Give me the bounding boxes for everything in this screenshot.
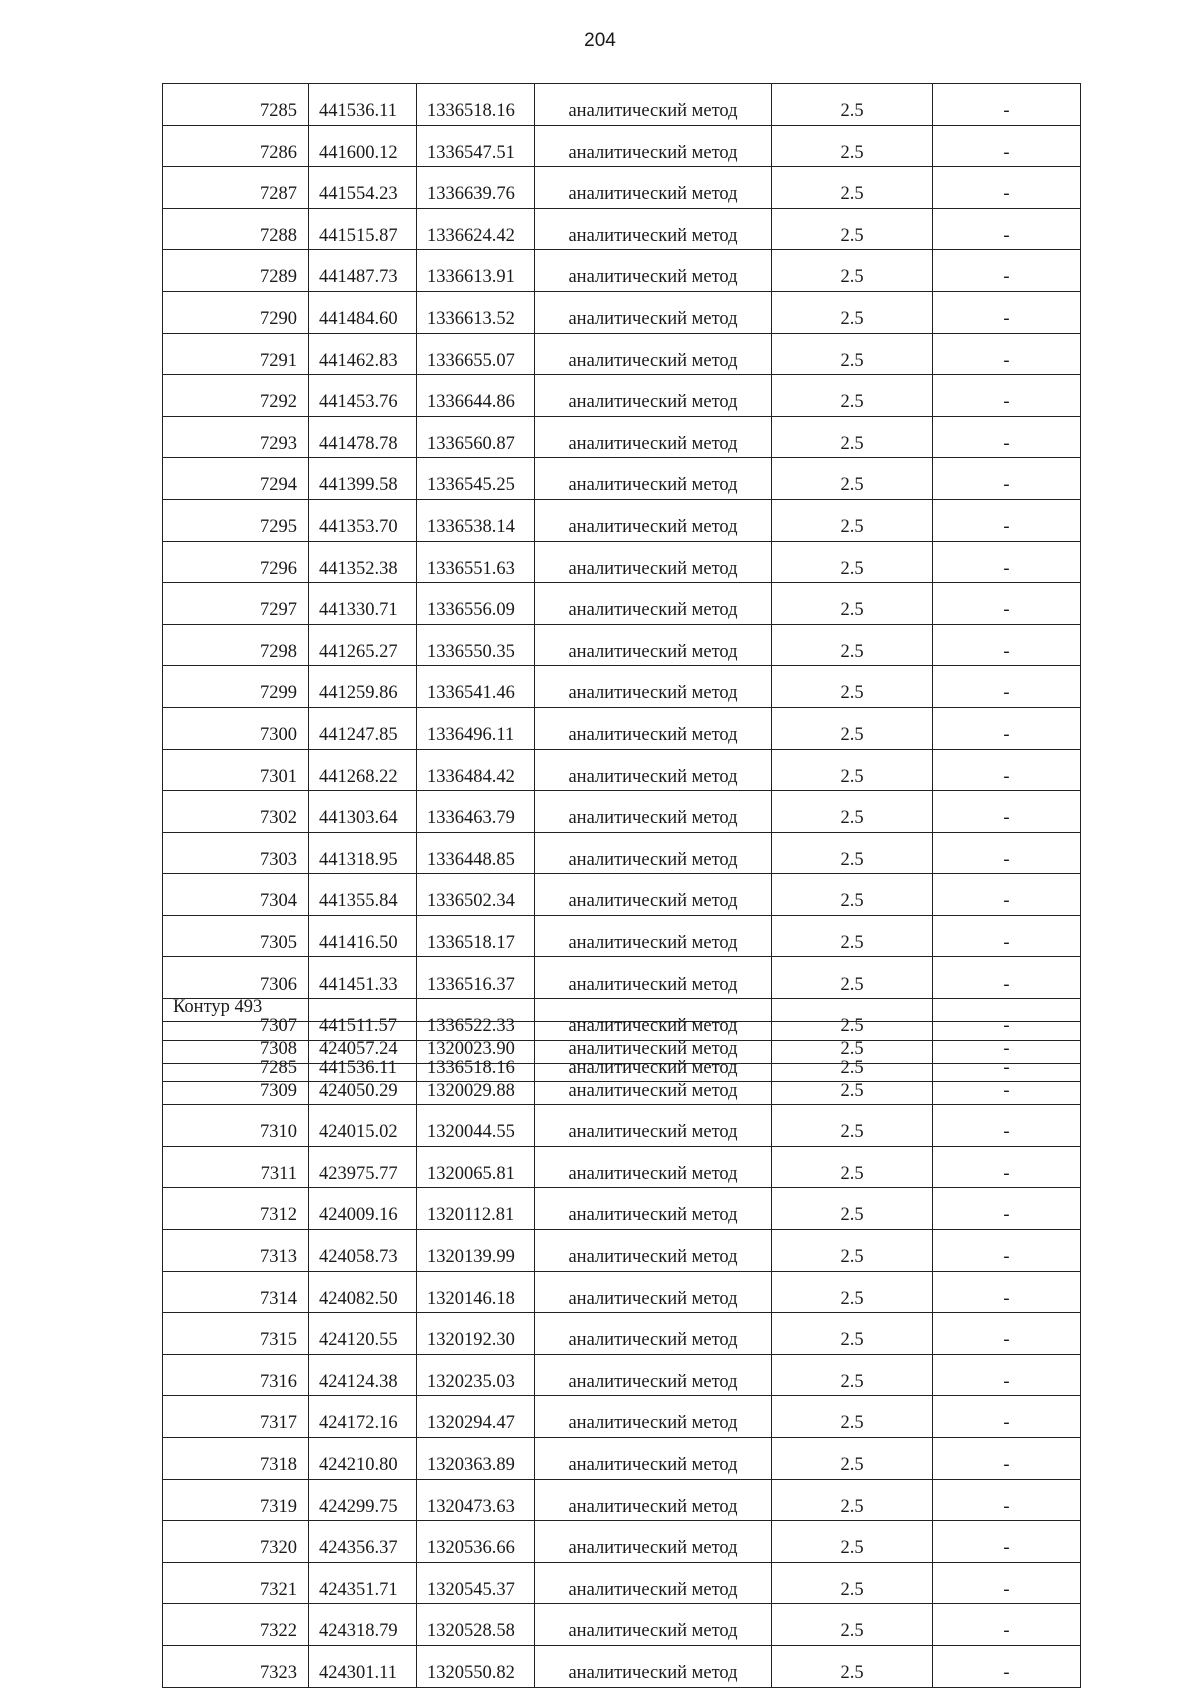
accuracy-cell: 2.5	[772, 666, 933, 708]
accuracy-cell: 2.5	[772, 707, 933, 749]
method-cell: аналитический метод	[535, 1040, 772, 1082]
accuracy-cell: 2.5	[772, 333, 933, 375]
x-coordinate-cell: 424120.55	[309, 1313, 417, 1355]
table-row	[163, 125, 1081, 167]
x-coordinate-cell: 441330.71	[309, 583, 417, 625]
table-row	[163, 1146, 1081, 1188]
table-row	[163, 791, 1081, 833]
y-coordinate-cell: 1320294.47	[417, 1396, 535, 1438]
x-coordinate-cell: 441484.60	[309, 291, 417, 333]
x-coordinate-cell: 441478.78	[309, 416, 417, 458]
point-number-cell: 7294	[163, 458, 309, 500]
table-row	[163, 1063, 1081, 1105]
method-cell: аналитический метод	[535, 915, 772, 957]
point-number-cell: 7286	[163, 125, 309, 167]
table-row	[163, 749, 1081, 791]
point-number-cell: 7292	[163, 375, 309, 417]
method-cell: аналитический метод	[535, 1229, 772, 1271]
note-cell: -	[933, 874, 1081, 916]
method-cell: аналитический метод	[535, 1562, 772, 1604]
method-cell: аналитический метод	[535, 1396, 772, 1438]
table-row	[163, 1313, 1081, 1355]
point-number-cell: 7316	[163, 1354, 309, 1396]
y-coordinate-cell: 1320363.89	[417, 1437, 535, 1479]
method-cell: аналитический метод	[535, 1604, 772, 1646]
x-coordinate-cell: 441268.22	[309, 749, 417, 791]
point-number-cell: 7305	[163, 915, 309, 957]
point-number-cell: 7322	[163, 1604, 309, 1646]
accuracy-cell: 2.5	[772, 1271, 933, 1313]
point-number-cell: 7323	[163, 1645, 309, 1687]
method-cell: аналитический метод	[535, 791, 772, 833]
method-cell: аналитический метод	[535, 749, 772, 791]
note-cell: -	[933, 1040, 1081, 1082]
x-coordinate-cell: 441318.95	[309, 832, 417, 874]
method-cell: аналитический метод	[535, 1105, 772, 1147]
x-coordinate-cell: 441451.33	[309, 957, 417, 999]
table-row	[163, 1479, 1081, 1521]
note-cell: -	[933, 624, 1081, 666]
point-number-cell: 7300	[163, 707, 309, 749]
accuracy-cell: 2.5	[772, 1188, 933, 1230]
accuracy-cell: 2.5	[772, 1396, 933, 1438]
method-cell: аналитический метод	[535, 208, 772, 250]
y-coordinate-cell: 1320139.99	[417, 1229, 535, 1271]
point-number-cell: 7321	[163, 1562, 309, 1604]
note-cell: -	[933, 707, 1081, 749]
table-row	[163, 458, 1081, 500]
note-cell: -	[933, 749, 1081, 791]
point-number-cell: 7301	[163, 749, 309, 791]
note-cell: -	[933, 1146, 1081, 1188]
note-cell: -	[933, 791, 1081, 833]
point-number-cell: 7317	[163, 1396, 309, 1438]
note-cell: -	[933, 1271, 1081, 1313]
x-coordinate-cell: 441487.73	[309, 250, 417, 292]
accuracy-cell: 2.5	[772, 541, 933, 583]
table-row	[163, 167, 1081, 209]
x-coordinate-cell: 441265.27	[309, 624, 417, 666]
x-coordinate-cell: 424009.16	[309, 1188, 417, 1230]
y-coordinate-cell: 1336613.91	[417, 250, 535, 292]
y-coordinate-cell: 1320112.81	[417, 1188, 535, 1230]
x-coordinate-cell: 441355.84	[309, 874, 417, 916]
table-row	[163, 208, 1081, 250]
point-number-cell: 7295	[163, 499, 309, 541]
x-coordinate-cell: 424015.02	[309, 1105, 417, 1147]
y-coordinate-cell: 1320550.82	[417, 1645, 535, 1687]
method-cell: аналитический метод	[535, 1063, 772, 1105]
accuracy-cell: 2.5	[772, 1022, 933, 1064]
table-row	[163, 832, 1081, 874]
table-row	[163, 250, 1081, 292]
point-number-cell: 7312	[163, 1188, 309, 1230]
coordinates-table-2	[162, 1021, 1081, 1688]
note-cell: -	[933, 1188, 1081, 1230]
y-coordinate-cell: 1320044.55	[417, 1105, 535, 1147]
point-number-cell: 7299	[163, 666, 309, 708]
y-coordinate-cell: 1336518.16	[417, 84, 535, 126]
accuracy-cell: 2.5	[772, 291, 933, 333]
x-coordinate-cell: 424299.75	[309, 1479, 417, 1521]
x-coordinate-cell: 441416.50	[309, 915, 417, 957]
method-cell: аналитический метод	[535, 1146, 772, 1188]
point-number-cell: 7287	[163, 167, 309, 209]
x-coordinate-cell: 424210.80	[309, 1437, 417, 1479]
point-number-cell: 7302	[163, 791, 309, 833]
note-cell: -	[933, 541, 1081, 583]
note-cell: -	[933, 1562, 1081, 1604]
y-coordinate-cell: 1336502.34	[417, 874, 535, 916]
y-coordinate-cell: 1336655.07	[417, 333, 535, 375]
x-coordinate-cell: 424351.71	[309, 1562, 417, 1604]
y-coordinate-cell: 1336613.52	[417, 291, 535, 333]
accuracy-cell: 2.5	[772, 167, 933, 209]
y-coordinate-cell: 1320536.66	[417, 1521, 535, 1563]
table-row	[163, 333, 1081, 375]
table-row	[163, 915, 1081, 957]
point-number-cell: 7298	[163, 624, 309, 666]
x-coordinate-cell: 441536.11	[309, 1040, 417, 1082]
y-coordinate-cell: 1320528.58	[417, 1604, 535, 1646]
y-coordinate-cell: 1336560.87	[417, 416, 535, 458]
method-cell: аналитический метод	[535, 957, 772, 999]
x-coordinate-cell: 441303.64	[309, 791, 417, 833]
point-number-cell: 7293	[163, 416, 309, 458]
accuracy-cell: 2.5	[772, 874, 933, 916]
point-number-cell: 7315	[163, 1313, 309, 1355]
y-coordinate-cell: 1336538.14	[417, 499, 535, 541]
point-number-cell: 7310	[163, 1105, 309, 1147]
method-cell: аналитический метод	[535, 416, 772, 458]
point-number-cell: 7304	[163, 874, 309, 916]
note-cell: -	[933, 1521, 1081, 1563]
note-cell: -	[933, 1105, 1081, 1147]
note-cell: -	[933, 375, 1081, 417]
y-coordinate-cell: 1336518.16	[417, 1040, 535, 1082]
coordinates-table-1	[162, 83, 1081, 1082]
table-row	[163, 874, 1081, 916]
y-coordinate-cell: 1336644.86	[417, 375, 535, 417]
y-coordinate-cell: 1320023.90	[417, 1022, 535, 1064]
page-number: 204	[584, 30, 616, 51]
note-cell: -	[933, 1022, 1081, 1064]
point-number-cell: 7306	[163, 957, 309, 999]
table-row	[163, 1437, 1081, 1479]
table-row	[163, 707, 1081, 749]
accuracy-cell: 2.5	[772, 125, 933, 167]
point-number-cell: 7289	[163, 250, 309, 292]
note-cell: -	[933, 1229, 1081, 1271]
x-coordinate-cell: 424301.11	[309, 1645, 417, 1687]
accuracy-cell: 2.5	[772, 749, 933, 791]
y-coordinate-cell: 1336550.35	[417, 624, 535, 666]
point-number-cell: 7297	[163, 583, 309, 625]
table-row	[163, 666, 1081, 708]
point-number-cell: 7320	[163, 1521, 309, 1563]
y-coordinate-cell: 1336516.37	[417, 957, 535, 999]
point-number-cell: 7309	[163, 1063, 309, 1105]
table-row	[163, 291, 1081, 333]
y-coordinate-cell: 1336484.42	[417, 749, 535, 791]
y-coordinate-cell: 1336448.85	[417, 832, 535, 874]
method-cell: аналитический метод	[535, 375, 772, 417]
method-cell: аналитический метод	[535, 583, 772, 625]
y-coordinate-cell: 1320065.81	[417, 1146, 535, 1188]
x-coordinate-cell: 441511.57	[309, 999, 417, 1041]
x-coordinate-cell: 441536.11	[309, 84, 417, 126]
note-cell: -	[933, 1063, 1081, 1105]
method-cell: аналитический метод	[535, 125, 772, 167]
note-cell: -	[933, 666, 1081, 708]
note-cell: -	[933, 957, 1081, 999]
x-coordinate-cell: 441554.23	[309, 167, 417, 209]
note-cell: -	[933, 125, 1081, 167]
note-cell: -	[933, 167, 1081, 209]
note-cell: -	[933, 84, 1081, 126]
y-coordinate-cell: 1336541.46	[417, 666, 535, 708]
contour-label: Контур 493	[173, 997, 263, 1017]
method-cell: аналитический метод	[535, 167, 772, 209]
method-cell: аналитический метод	[535, 458, 772, 500]
point-number-cell: 7285	[163, 84, 309, 126]
point-number-cell: 7318	[163, 1437, 309, 1479]
x-coordinate-cell: 424050.29	[309, 1063, 417, 1105]
table-row	[163, 1354, 1081, 1396]
note-cell: -	[933, 458, 1081, 500]
x-coordinate-cell: 441600.12	[309, 125, 417, 167]
point-number-cell: 7311	[163, 1146, 309, 1188]
x-coordinate-cell: 424057.24	[309, 1022, 417, 1064]
note-cell: -	[933, 832, 1081, 874]
method-cell: аналитический метод	[535, 999, 772, 1041]
table-row	[163, 1271, 1081, 1313]
table-row	[163, 1562, 1081, 1604]
method-cell: аналитический метод	[535, 250, 772, 292]
coordinates-table-1-body	[163, 84, 1081, 1082]
note-cell: -	[933, 915, 1081, 957]
note-cell: -	[933, 1479, 1081, 1521]
method-cell: аналитический метод	[535, 1313, 772, 1355]
accuracy-cell: 2.5	[772, 791, 933, 833]
coordinates-table-2-body	[163, 1022, 1081, 1688]
method-cell: аналитический метод	[535, 1022, 772, 1064]
note-cell: -	[933, 583, 1081, 625]
point-number-cell: 7308	[163, 1022, 309, 1064]
table-row	[163, 84, 1081, 126]
method-cell: аналитический метод	[535, 1521, 772, 1563]
method-cell: аналитический метод	[535, 707, 772, 749]
method-cell: аналитический метод	[535, 541, 772, 583]
point-number-cell: 7303	[163, 832, 309, 874]
x-coordinate-cell: 424124.38	[309, 1354, 417, 1396]
x-coordinate-cell: 424172.16	[309, 1396, 417, 1438]
table-row	[163, 957, 1081, 999]
accuracy-cell: 2.5	[772, 416, 933, 458]
accuracy-cell: 2.5	[772, 1354, 933, 1396]
accuracy-cell: 2.5	[772, 84, 933, 126]
point-number-cell: 7296	[163, 541, 309, 583]
accuracy-cell: 2.5	[772, 1437, 933, 1479]
accuracy-cell: 2.5	[772, 458, 933, 500]
y-coordinate-cell: 1336522.33	[417, 999, 535, 1041]
table-row	[163, 1645, 1081, 1687]
x-coordinate-cell: 423975.77	[309, 1146, 417, 1188]
note-cell: -	[933, 499, 1081, 541]
accuracy-cell: 2.5	[772, 583, 933, 625]
accuracy-cell: 2.5	[772, 375, 933, 417]
note-cell: -	[933, 1437, 1081, 1479]
x-coordinate-cell: 441353.70	[309, 499, 417, 541]
note-cell: -	[933, 333, 1081, 375]
y-coordinate-cell: 1336639.76	[417, 167, 535, 209]
point-number-cell: 7314	[163, 1271, 309, 1313]
method-cell: аналитический метод	[535, 333, 772, 375]
point-number-cell: 7291	[163, 333, 309, 375]
accuracy-cell: 2.5	[772, 1562, 933, 1604]
y-coordinate-cell: 1320473.63	[417, 1479, 535, 1521]
accuracy-cell: 2.5	[772, 999, 933, 1041]
x-coordinate-cell: 424082.50	[309, 1271, 417, 1313]
accuracy-cell: 2.5	[772, 1063, 933, 1105]
x-coordinate-cell: 441259.86	[309, 666, 417, 708]
x-coordinate-cell: 441352.38	[309, 541, 417, 583]
note-cell: -	[933, 416, 1081, 458]
y-coordinate-cell: 1336547.51	[417, 125, 535, 167]
y-coordinate-cell: 1336551.63	[417, 541, 535, 583]
method-cell: аналитический метод	[535, 666, 772, 708]
table-row	[163, 416, 1081, 458]
note-cell: -	[933, 1354, 1081, 1396]
accuracy-cell: 2.5	[772, 1146, 933, 1188]
y-coordinate-cell: 1320545.37	[417, 1562, 535, 1604]
accuracy-cell: 2.5	[772, 1604, 933, 1646]
table-row	[163, 375, 1081, 417]
accuracy-cell: 2.5	[772, 1313, 933, 1355]
table-row	[163, 624, 1081, 666]
method-cell: аналитический метод	[535, 1271, 772, 1313]
point-number-cell: 7319	[163, 1479, 309, 1521]
point-number-cell: 7307	[163, 999, 309, 1041]
y-coordinate-cell: 1320029.88	[417, 1063, 535, 1105]
accuracy-cell: 2.5	[772, 832, 933, 874]
accuracy-cell: 2.5	[772, 499, 933, 541]
table-row	[163, 1604, 1081, 1646]
x-coordinate-cell: 441515.87	[309, 208, 417, 250]
accuracy-cell: 2.5	[772, 1645, 933, 1687]
table-row	[163, 541, 1081, 583]
accuracy-cell: 2.5	[772, 915, 933, 957]
x-coordinate-cell: 424318.79	[309, 1604, 417, 1646]
y-coordinate-cell: 1336518.17	[417, 915, 535, 957]
method-cell: аналитический метод	[535, 1354, 772, 1396]
y-coordinate-cell: 1336545.25	[417, 458, 535, 500]
x-coordinate-cell: 424058.73	[309, 1229, 417, 1271]
table-row	[163, 1105, 1081, 1147]
accuracy-cell: 2.5	[772, 624, 933, 666]
y-coordinate-cell: 1336496.11	[417, 707, 535, 749]
accuracy-cell: 2.5	[772, 1521, 933, 1563]
method-cell: аналитический метод	[535, 1479, 772, 1521]
point-number-cell: 7288	[163, 208, 309, 250]
y-coordinate-cell: 1320146.18	[417, 1271, 535, 1313]
point-number-cell: 7313	[163, 1229, 309, 1271]
note-cell: -	[933, 208, 1081, 250]
x-coordinate-cell: 441462.83	[309, 333, 417, 375]
accuracy-cell: 2.5	[772, 1105, 933, 1147]
accuracy-cell: 2.5	[772, 208, 933, 250]
method-cell: аналитический метод	[535, 84, 772, 126]
point-number-cell: 7285	[163, 1040, 309, 1082]
x-coordinate-cell: 424356.37	[309, 1521, 417, 1563]
method-cell: аналитический метод	[535, 291, 772, 333]
method-cell: аналитический метод	[535, 499, 772, 541]
y-coordinate-cell: 1336624.42	[417, 208, 535, 250]
x-coordinate-cell: 441453.76	[309, 375, 417, 417]
table-row	[163, 1022, 1081, 1064]
method-cell: аналитический метод	[535, 874, 772, 916]
table-row	[163, 583, 1081, 625]
note-cell: -	[933, 999, 1081, 1041]
note-cell: -	[933, 291, 1081, 333]
note-cell: -	[933, 1645, 1081, 1687]
table-row	[163, 499, 1081, 541]
note-cell: -	[933, 1313, 1081, 1355]
method-cell: аналитический метод	[535, 1645, 772, 1687]
note-cell: -	[933, 1396, 1081, 1438]
y-coordinate-cell: 1336556.09	[417, 583, 535, 625]
table-row	[163, 1229, 1081, 1271]
table-row	[163, 1396, 1081, 1438]
method-cell: аналитический метод	[535, 832, 772, 874]
accuracy-cell: 2.5	[772, 1479, 933, 1521]
x-coordinate-cell: 441399.58	[309, 458, 417, 500]
y-coordinate-cell: 1336463.79	[417, 791, 535, 833]
table-row	[163, 1521, 1081, 1563]
accuracy-cell: 2.5	[772, 1229, 933, 1271]
y-coordinate-cell: 1320235.03	[417, 1354, 535, 1396]
accuracy-cell: 2.5	[772, 1040, 933, 1082]
note-cell: -	[933, 250, 1081, 292]
method-cell: аналитический метод	[535, 1188, 772, 1230]
table-row	[163, 1188, 1081, 1230]
y-coordinate-cell: 1320192.30	[417, 1313, 535, 1355]
method-cell: аналитический метод	[535, 624, 772, 666]
accuracy-cell: 2.5	[772, 250, 933, 292]
method-cell: аналитический метод	[535, 1437, 772, 1479]
accuracy-cell: 2.5	[772, 957, 933, 999]
x-coordinate-cell: 441247.85	[309, 707, 417, 749]
point-number-cell: 7290	[163, 291, 309, 333]
note-cell: -	[933, 1604, 1081, 1646]
